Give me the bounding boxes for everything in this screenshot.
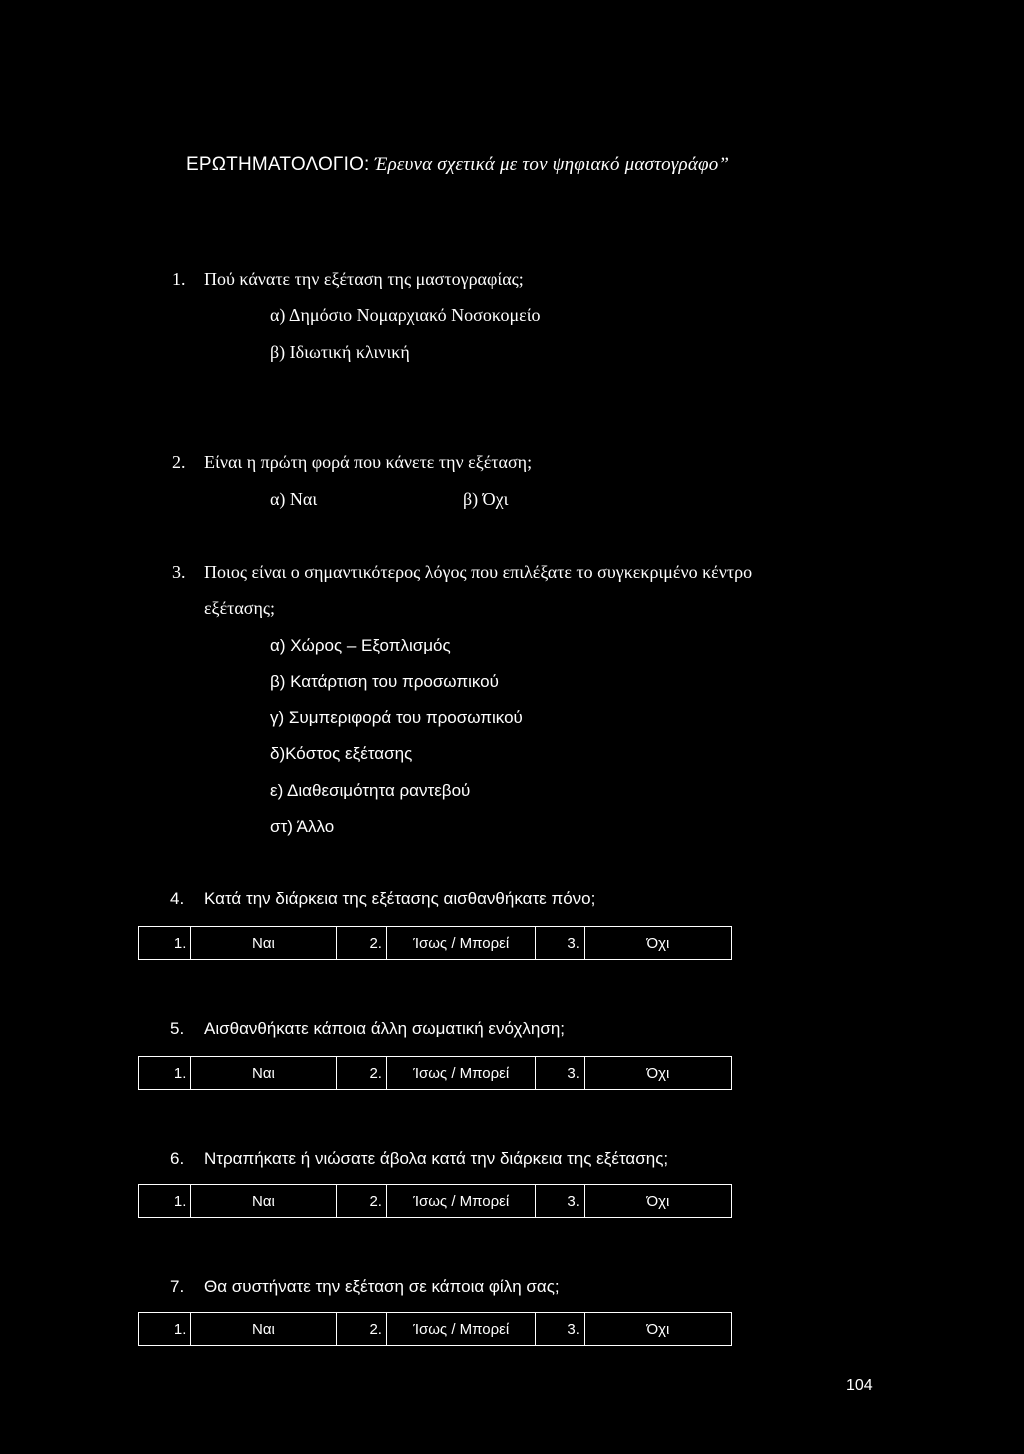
q7-answer-2-number: 2. <box>336 1313 386 1346</box>
q6-answer-1-label[interactable]: Ναι <box>191 1185 336 1218</box>
q1-text: Πού κάνατε την εξέταση της μαστογραφίας; <box>204 269 524 289</box>
q3-option-a: α) Χώρος – Εξοπλισμός <box>270 636 451 655</box>
q2-number: 2. <box>172 452 186 472</box>
q3-option-d: δ)Κόστος εξέτασης <box>270 744 413 763</box>
q3-text-continued: εξέτασης; <box>204 598 276 618</box>
q6-answer-table <box>138 1184 732 1218</box>
q4-answer-1-number: 1. <box>139 927 191 960</box>
q4-answer-2-number: 2. <box>336 927 386 960</box>
q6-answer-1-number: 1. <box>139 1185 191 1218</box>
q3-text: Ποιος είναι ο σημαντικότερος λόγος που επιλέξατε το συγκεκριμένο κέντρο <box>204 562 753 582</box>
q3-option-c: γ) Συμπεριφορά του προσωπικού <box>270 708 523 727</box>
page-number: 104 <box>846 1377 873 1394</box>
q5-answer-2-label[interactable]: Ίσως / Μπορεί <box>386 1057 535 1090</box>
q5-number: 5. <box>170 1019 185 1038</box>
q2-option-a: α) Ναι <box>270 489 318 509</box>
q3-option-b: β) Κατάρτιση του προσωπικού <box>270 672 499 691</box>
q6-answer-2-number: 2. <box>336 1185 386 1218</box>
q4-text: Κατά την διάρκεια της εξέτασης αισθανθήκατε πόνο; <box>204 889 596 908</box>
q6-number: 6. <box>170 1149 185 1168</box>
q6-answer-3-label[interactable]: Όχι <box>584 1185 731 1218</box>
q1-number: 1. <box>172 269 186 289</box>
q4-answer-2-label[interactable]: Ίσως / Μπορεί <box>386 927 535 960</box>
q6-answer-3-number: 3. <box>536 1185 585 1218</box>
q1-option-a: α) Δημόσιο Νομαρχιακό Νοσοκομείο <box>270 305 541 325</box>
q7-answer-table <box>138 1312 732 1346</box>
q5-answer-2-number: 2. <box>336 1057 386 1090</box>
q7-answer-3-label[interactable]: Όχι <box>584 1313 731 1346</box>
q5-answer-3-number: 3. <box>536 1057 585 1090</box>
title-subject: Έρευνα σχετικά με τον ψηφιακό μαστογράφο” <box>374 154 730 175</box>
q5-answer-1-number: 1. <box>139 1057 191 1090</box>
q6-answer-2-label[interactable]: Ίσως / Μπορεί <box>386 1185 535 1218</box>
q2-option-b: β) Όχι <box>463 489 509 509</box>
q5-answer-1-label[interactable]: Ναι <box>191 1057 336 1090</box>
q3-option-f: στ) Άλλο <box>270 817 335 836</box>
q4-answer-3-label[interactable]: Όχι <box>584 927 731 960</box>
q3-option-e: ε) Διαθεσιμότητα ραντεβού <box>270 781 471 800</box>
q5-answer-table <box>138 1056 732 1090</box>
q1-option-b: β) Ιδιωτική κλινική <box>270 342 410 362</box>
q4-answer-1-label[interactable]: Ναι <box>191 927 336 960</box>
title-label: ΕΡΩΤΗΜΑΤΟΛΟΓΙΟ: <box>186 154 370 175</box>
q7-number: 7. <box>170 1277 185 1296</box>
q5-answer-3-label[interactable]: Όχι <box>584 1057 731 1090</box>
q4-answer-3-number: 3. <box>536 927 585 960</box>
q3-number: 3. <box>172 562 186 582</box>
q2-text: Είναι η πρώτη φορά που κάνετε την εξέταση; <box>204 452 533 472</box>
q7-answer-1-label[interactable]: Ναι <box>191 1313 336 1346</box>
q7-answer-2-label[interactable]: Ίσως / Μπορεί <box>386 1313 535 1346</box>
q6-text: Ντραπήκατε ή νιώσατε άβολα κατά την διάρκεια της εξέτασης; <box>204 1149 669 1168</box>
q7-answer-3-number: 3. <box>536 1313 585 1346</box>
questionnaire-title <box>186 154 729 176</box>
q5-text: Αισθανθήκατε κάποια άλλη σωματική ενόχληση; <box>204 1019 566 1038</box>
q4-answer-table <box>138 926 732 960</box>
q7-answer-1-number: 1. <box>139 1313 191 1346</box>
q7-text: Θα συστήνατε την εξέταση σε κάποια φίλη σας; <box>204 1277 560 1296</box>
q4-number: 4. <box>170 889 185 908</box>
